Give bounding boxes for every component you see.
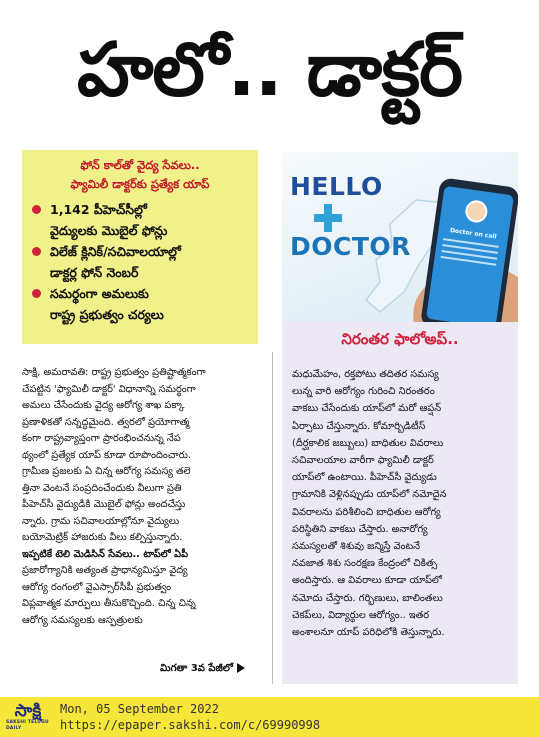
body-line: న్నారు. గ్రామ సచివాలయాల్లోనూ వైద్యులు <box>22 515 180 527</box>
doctor-avatar <box>464 199 489 224</box>
epaper-url-link[interactable]: https://epaper.sakshi.com/c/69990998 <box>60 718 321 732</box>
epaper-footer <box>0 697 539 737</box>
continued-note <box>160 662 245 676</box>
medical-cross-icon <box>314 204 342 232</box>
body-line: సాక్షి, అమరావతి: రాష్ట్ర ప్రభుత్వం ప్రతిష్టాత్మకంగా <box>22 367 206 378</box>
kicker-bullet-line: సమర్థంగా అమలుకు <box>50 286 149 301</box>
body-line: ఆరోగ్య రంగంలో వైఎస్సార్‌సీపీ ప్రభుత్వం <box>22 581 172 593</box>
body-line: సమస్యలతో శిశువు జన్మిస్తే వెంటనే <box>292 541 421 553</box>
body-line: మధుమేహం, రక్తపోటు తదితర సమస్య <box>292 369 439 380</box>
footer-meta <box>60 701 320 733</box>
doctor-logo-text: DOCTOR <box>290 232 411 261</box>
body-line: వివరాలను పరిశీలించి బాధితుల ఆరోగ్య <box>292 506 441 518</box>
article-body-left <box>22 365 267 629</box>
body-line: అంశాలనూ యాప్ పరిధిలోకి తెస్తున్నారు. <box>292 627 445 639</box>
subheading-line: ఇప్పటికే టెలి మెడిసిన్ సేవలు.. టాప్‌లో ఏపీ <box>22 548 189 560</box>
bullet-dot-icon <box>32 289 41 298</box>
article-body-right <box>282 360 518 684</box>
body-line: సచివాలయాల వారీగా ఫ్యామిలీ డాక్టర్ <box>292 455 434 467</box>
kicker-subhead-2: ఫ్యామిలీ డాక్టర్‌కు ప్రత్యేక యాప్ <box>70 177 210 191</box>
sakshi-logo <box>6 700 50 734</box>
hello-doctor-photo <box>282 152 518 322</box>
page-title: హలో.. డాక్టర్ <box>76 27 463 113</box>
kicker-subhead-1: ఫోన్ కాల్‌తో వైద్య సేవలు.. <box>80 158 200 172</box>
body-line: అందిస్తారు. ఆ వివరాలు కూడా యాప్‌లో <box>292 575 442 587</box>
body-line: గ్రామీణ ప్రజలకు ఏ చిన్న ఆరోగ్య సమస్య తలె <box>22 466 191 477</box>
hello-logo-text: HELLO <box>290 172 383 201</box>
body-line: ప్రణాళికతో సన్నద్ధమైంది. త్వరలో ప్రయోగాత్మ <box>22 416 190 428</box>
body-line: నమోదు చేస్తారు. గర్భిణులు, బాలింతలు <box>292 592 443 604</box>
body-line: (దీర్ఘకాలిక జబ్బులు) బాధితుల వివరాలు <box>292 437 444 449</box>
triangle-right-icon <box>237 663 245 673</box>
kicker-bullet <box>30 241 250 283</box>
body-line: లున్న వారి ఆరోగ్యం గురించి నిరంతరం <box>292 386 435 398</box>
body-line: పరిస్థితిని వాకబు చేస్తారు. అనారోగ్య <box>292 523 428 535</box>
body-line: బయోమెట్రిక్ హాజరుకు వీలు కల్పిస్తున్నారు. <box>22 532 183 543</box>
phone-text-lines <box>440 238 499 270</box>
edition-date: Mon, 05 September 2022 <box>60 702 219 716</box>
body-line: విప్లవాత్మక మార్పులు తీసుకొచ్చింది. చిన్న చిన్న <box>22 598 196 609</box>
body-line: గ్రామానికి వెళ్లినప్పుడు యాప్‌లో నమోదైన <box>292 489 447 501</box>
body-line: యాప్‌లో ఉంటాయి. పీహెచ్‌సీ వైద్యుడు <box>292 472 437 484</box>
body-line: చేపట్టిన 'ఫ్యామిలీ డాక్టర్' విధానాన్ని సమర్థంగా <box>22 383 196 395</box>
body-line: ప్రజారోగ్యానికి అత్యంత ప్రాధాన్యమిస్తూ వైద్య <box>22 565 188 576</box>
kicker-bullet <box>30 283 250 325</box>
body-line: నవజాత శిశు సంరక్షణ కేంద్రంలో చికిత్స <box>292 558 438 570</box>
kicker-bullet-list <box>30 199 250 325</box>
kicker-bullet-line: 1,142 పీహెచ్‌సీల్లో <box>50 202 147 217</box>
followup-heading: నిరంతర ఫాలోఅప్.. <box>282 322 518 360</box>
kicker-bullet-line: విలేజ్ క్లినిక్/సచివాలయాల్లో <box>50 244 181 259</box>
continued-text: మిగతా 3వ పేజీలో <box>160 663 234 674</box>
body-line: త్తినా వెంటనే సంప్రదించేందుకు వీలుగా ప్రతి <box>22 482 182 494</box>
body-line: పీహెచ్‌సీ వైద్యుడికి మొబైల్ ఫోన్లు అందచేస్తు <box>22 499 186 510</box>
bullet-dot-icon <box>32 247 41 256</box>
kicker-bullet <box>30 199 250 241</box>
body-line: కంగా రాష్ట్రవ్యాప్తంగా ప్రారంభించనున్న నేప <box>22 433 181 444</box>
body-line: ఏర్పాటు చేస్తున్నారు. కోమార్బిడిటీస్ <box>292 420 426 432</box>
body-line: వాకబు చేసేందుకు యాప్‌లో మరో ఆప్షన్ <box>292 403 442 415</box>
kicker-box <box>22 150 258 344</box>
column-divider <box>272 352 273 684</box>
kicker-bullet-line: డాక్టర్ల ఫోన్ నెంబర్ <box>50 265 139 280</box>
brand-name: సాక్షి <box>14 701 42 721</box>
phone-screen-title: Doctor on call <box>449 226 497 241</box>
brand-subtitle: SAKSHI TELUGU DAILY <box>6 720 49 731</box>
body-line: ఆరోగ్య సమస్యలకు ఆస్పత్రులకు <box>22 614 143 626</box>
body-line: అమలు చేసేందుకు వైద్య ఆరోగ్య శాఖ పక్కా <box>22 400 185 411</box>
bullet-dot-icon <box>32 205 41 214</box>
body-line: చెకప్‌లు, విద్యార్థుల ఆరోగ్యం.. ఇతర <box>292 609 430 621</box>
kicker-bullet-line: వైద్యులకు మొబైల్ ఫోన్లు <box>50 223 168 238</box>
kicker-bullet-line: రాష్ట్ర ప్రభుత్వం చర్యలు <box>50 307 164 322</box>
phone-screen <box>426 186 514 322</box>
body-line: థ్యంలో ప్రత్యేక యాప్ కూడా రూపొందించారు. <box>22 449 192 461</box>
